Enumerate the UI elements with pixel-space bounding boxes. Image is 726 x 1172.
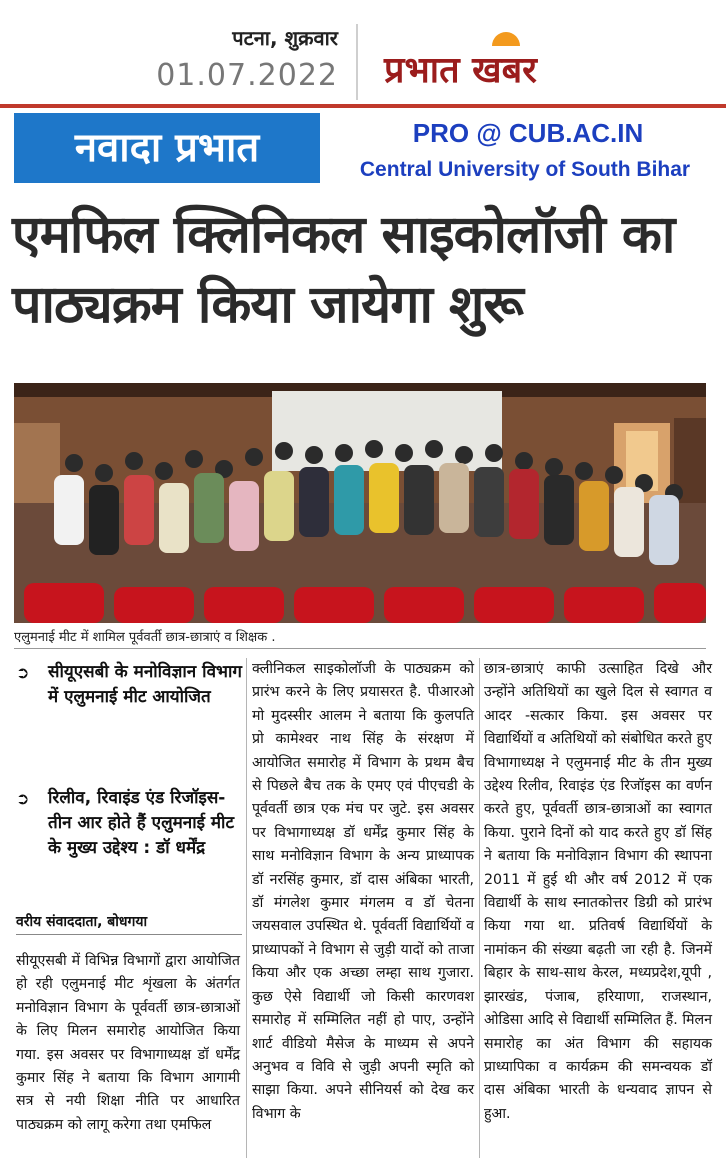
masthead-name: प्रभात खबर	[384, 50, 537, 91]
highlight-text: सीयूएसबी के मनोविज्ञान विभाग में एलुमनाई मीट आयोजित	[48, 662, 242, 707]
header-rule	[0, 104, 726, 108]
caption-rule	[14, 648, 706, 649]
article-column-2: क्लीनिकल साइकोलॉजी के पाठ्यक्रम को प्रारंभ करने के लिए प्रयासरत है. पीआरओ मो मुदस्सीर आलम ने बताया कि कुलपति प्रो कामेश्वर नाथ सिंह के संरक्षण में आयोजित समारोह में विभाग के प्रथम बैच से पिछले बैच तक के एमए एवं पीएचडी के पूर्ववर्ती छात्र एक मंच पर जुटे. इस अवसर पर विभागाध्यक्ष डॉ धर्मेंद्र कुमार सिंह के साथ मनोविज्ञान विभाग के अन्य प्राध्यापक डॉ नरसिंह कुमार, डॉ दास अंबिका भारती, डॉ मंगलेश कुमार मंगलम व डॉ चेतना जयसवाल उपस्थित थे. पूर्ववर्ती विद्यार्थियों व प्राध्यापकों ने विभाग से जुड़ी यादों को ताजा किया और एक अच्छा लम्हा साथ गुजारा. कुछ ऐसे विद्यार्थी जो किसी कारणवश समारोह में सम्मिलित नहीं हो पाए, उन्होंने शार्ट वीडियो मैसेज के माध्यम से अपने अनुभव व विवि से जुड़ी अपनी स्मृति को साझा किया. अपने सीनियर्स को देख कर विभाग के	[252, 661, 474, 1122]
article-headline: एमफिल क्लिनिकल साइकोलॉजी का पाठ्यक्रम किया जायेगा शुरू	[12, 205, 675, 335]
newspaper-masthead	[384, 32, 616, 98]
column-divider	[246, 658, 247, 1158]
section-tag: नवादा प्रभात	[14, 113, 320, 183]
university-name: Central University of South Bihar	[359, 158, 691, 181]
photo-caption: एलुमनाई मीट में शामिल पूर्ववर्ती छात्र-छात्राएं व शिक्षक .	[14, 630, 276, 645]
pro-email-line: PRO @ CUB.AC.IN	[412, 118, 644, 148]
article-column-1: सीयूएसबी में विभिन्न विभागों द्वारा आयोजित हो रही एलुमनाई मीट शृंखला के अंतर्गत मनोविज्ञान विभाग के पूर्ववर्ती छात्र-छात्राओं के लिए मिलन समारोह आयोजित किया गया. इस अवसर पर विभागाध्यक्ष डॉ धर्मेंद्र कुमार सिंह ने बताया कि विभाग आगामी सत्र से नयी शिक्षा नीति पर आधारित पाठ्यक्रम को लागू करेगा तथा एमफिल	[16, 953, 240, 1133]
byline: वरीय संवाददाता, बोधगया	[16, 914, 148, 930]
arrow-bullet-icon: ➲	[16, 789, 30, 808]
byline-rule	[16, 934, 242, 935]
article-column-3: छात्र-छात्राएं काफी उत्साहित दिखे और उन्होंने अतिथियों का खुले दिल से स्वागत व आदर -सत्कार किया. इस अवसर पर विद्यार्थियों व अतिथियों को संबोधित करते हुए विभागाध्यक्ष ने एलुमनाई मीट के तीन मुख्य उद्देश्य रिलीव, रिवाइंड एंड रिजॉइस का वर्णन करते हुए, पूर्ववर्ती छात्र-छात्राओं का स्वागत किया. पुराने दिनों को याद करते हुए डॉ सिंह ने बताया कि मनोविज्ञान विभाग की स्थापना 2011 में हुई थी और वर्ष 2012 में एक विद्यार्थी के साथ स्नातकोत्तर डिग्री को प्रारंभ किया गया था. प्रतिवर्ष विद्यार्थियों के नामांकन की संख्या बढ़ती जा रही है. जिनमें बिहार के साथ-साथ केरल, मध्यप्रदेश,यूपी , झारखंड, पंजाब, हरियाणा, राजस्थान, ओडिसा आदि से विद्यार्थी सम्मिलित हैं. मिलन समारोह का अंत विभाग की सहायक प्राध्यापिका व कार्यक्रम की समन्वयक डॉ दास अंबिका भारती के धन्यवाद ज्ञापन से हुआ.	[484, 661, 712, 1122]
highlight-item	[16, 660, 242, 710]
group-photo-illustration	[14, 383, 706, 623]
arrow-bullet-icon: ➲	[16, 663, 30, 682]
publication-date: 01.07.2022	[156, 58, 338, 93]
highlight-item	[16, 786, 242, 861]
column-divider	[479, 658, 480, 1158]
header-divider	[356, 24, 358, 100]
city-day: पटना, शुक्रवार	[232, 26, 338, 50]
highlight-text: रिलीव, रिवाइंड एंड रिजॉइस- तीन आर होते हैं एलुमनाई मीट के मुख्य उद्देश्य : डॉ धर्मेंद्र	[48, 788, 235, 858]
group-photo	[14, 383, 706, 623]
